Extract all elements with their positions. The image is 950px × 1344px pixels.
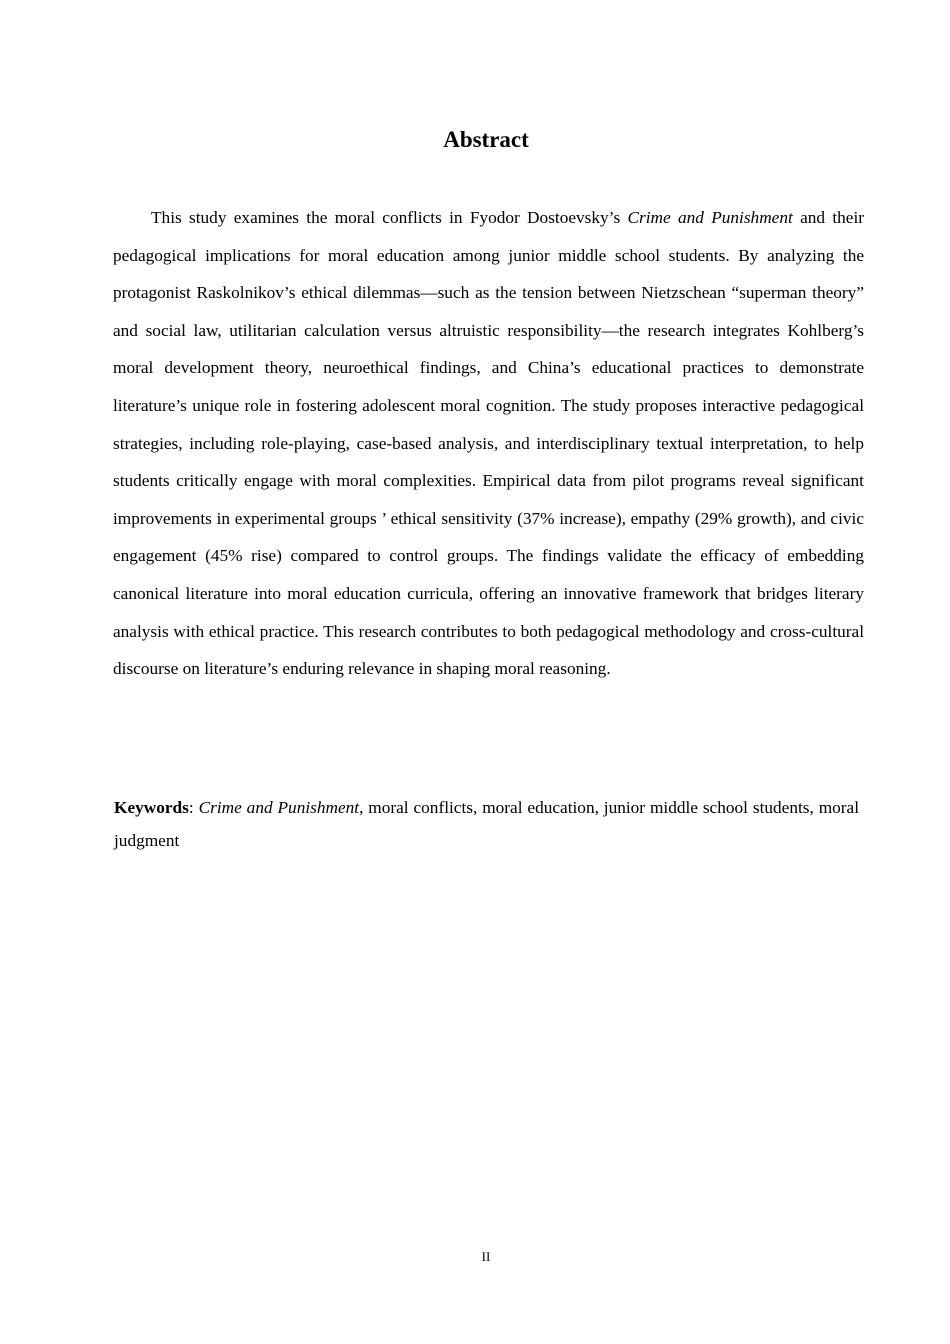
keywords-separator: : bbox=[188, 798, 199, 817]
abstract-text-part1: This study examines the moral conflicts in Fyodor Dostoevsky’s bbox=[151, 208, 628, 227]
page-number: II bbox=[481, 1249, 491, 1264]
abstract-text-part2: and their pedagogical implications for moral education among junior middle school students. By analyzing the protagonist Raskolnikov’s ethical dilemmas—such as the tension between Nietzschean “superman theory” and social law, utilitarian calculation versus altruistic responsibility—the research integrates Kohlberg’s moral development theory, neuroethical findings, and China’s educational practices to demonstrate literature’s unique role in fostering adolescent moral cognition. The study proposes interactive pedagogical strategies, including role-playing, case-based analysis, and interdisciplinary textual interpretation, to help students critically engage with moral complexities. Empirical data from pilot programs reveal significant improvements in experimental groups ’ ethical sensitivity (37% increase), empathy (29% growth), and civic engagement (45% rise) compared to control groups. The findings validate the efficacy of embedding canonical literature into moral education curricula, offering an innovative framework that bridges literary analysis with ethical practice. This research contributes to both pedagogical methodology and cross-cultural discourse on literature’s enduring relevance in shaping moral reasoning. bbox=[113, 208, 864, 679]
keywords-book-title: Crime and Punishment bbox=[198, 798, 360, 817]
book-title-italic: Crime and Punishment bbox=[627, 208, 793, 227]
keywords-label: Keywords bbox=[114, 798, 189, 817]
abstract-paragraph bbox=[113, 199, 864, 688]
keywords-list: , moral conflicts, moral education, junior middle school students, moral judgment bbox=[114, 798, 860, 850]
keywords-paragraph bbox=[114, 791, 859, 857]
abstract-title: Abstract bbox=[443, 127, 529, 152]
